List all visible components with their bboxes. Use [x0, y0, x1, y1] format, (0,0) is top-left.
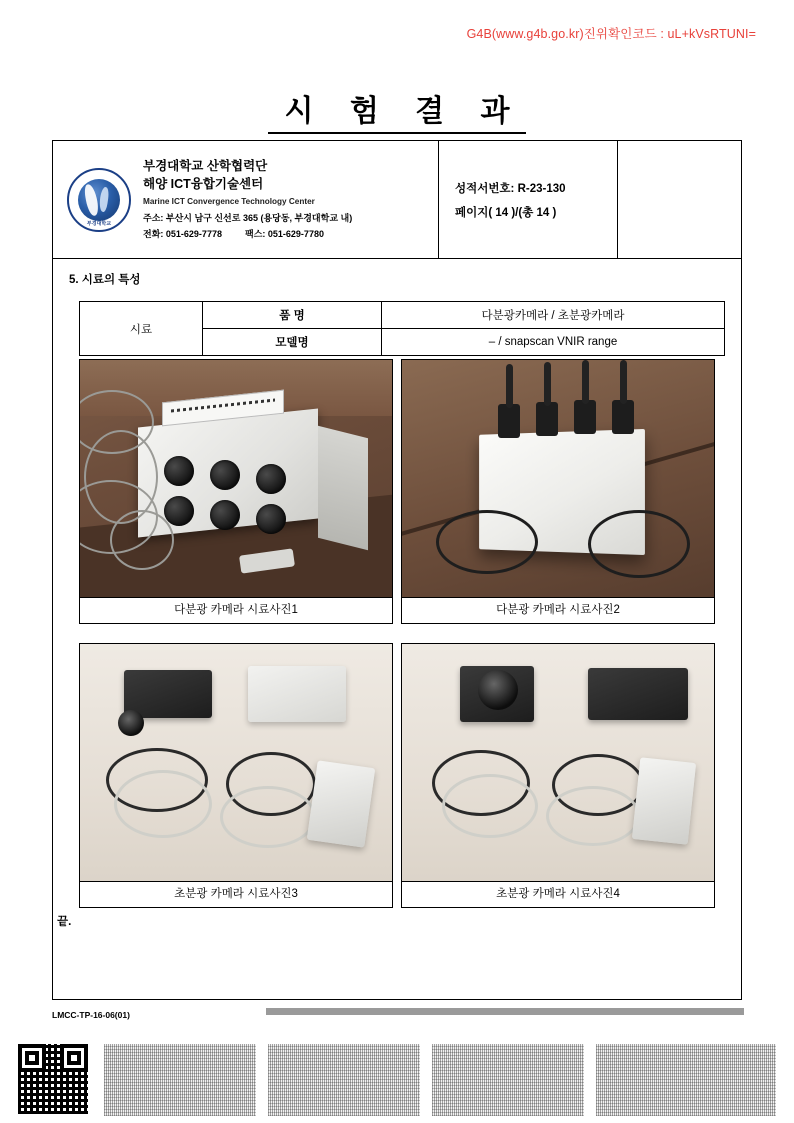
- university-logo-icon: [67, 168, 131, 232]
- security-pattern-4: [596, 1044, 776, 1116]
- identity-org-cell: [53, 141, 438, 258]
- photo-caption-1: 다분광 카메라 시료사진1: [174, 604, 298, 616]
- phone-value: 051-629-7778: [165, 229, 222, 240]
- spec-row-label: 시료: [80, 302, 203, 356]
- sample-photo-1: [80, 360, 392, 598]
- org-name-line2: 해양 ICT융합기술센터: [143, 177, 264, 192]
- verification-code-line: G4B(www.g4b.go.kr)진위확인코드 : uL+kVsRTUNI=: [466, 27, 756, 41]
- identity-stamp-cell: [618, 141, 741, 258]
- sample-photo-3: [80, 644, 392, 882]
- photo-row-2: [79, 643, 715, 908]
- security-pattern-1: [104, 1044, 256, 1116]
- identity-report-cell: [438, 141, 618, 258]
- photo-cell-3: [79, 643, 393, 908]
- spec-header-name: 품 명: [203, 302, 382, 329]
- page-title: 시 험 결 과: [284, 95, 524, 128]
- org-name-line1: 부경대학교 산학협력단: [143, 159, 268, 174]
- photo-caption-2: 다분광 카메라 시료사진2: [496, 604, 620, 616]
- form-code: LMCC-TP-16-06(01): [52, 1010, 130, 1020]
- org-address: 주소: 부산시 남구 신선로 365 (용당동, 부경대학교 내): [143, 213, 353, 224]
- title-underline: [268, 132, 526, 134]
- sample-photo-4: [402, 644, 714, 882]
- photo-cell-4: [401, 643, 715, 908]
- photo-caption-4: 초분광 카메라 시료사진4: [496, 888, 620, 900]
- org-name-english: Marine ICT Convergence Technology Center: [143, 197, 315, 207]
- section-heading: 5. 시료의 특성: [69, 274, 141, 286]
- document-frame: [52, 140, 742, 1000]
- photo-row-1: [79, 359, 715, 624]
- phone-label: 전화:: [143, 229, 164, 240]
- photo-caption-3: 초분광 카메라 시료사진3: [174, 888, 298, 900]
- end-mark: 끝.: [57, 916, 72, 928]
- spec-value-name: 다분광카메라 / 초분광카메라: [382, 302, 725, 329]
- photo-cell-2: [401, 359, 715, 624]
- footer-bar: [266, 1008, 744, 1015]
- security-pattern-3: [432, 1044, 584, 1116]
- table-row: [80, 302, 725, 329]
- qr-code-icon: [18, 1044, 88, 1114]
- logo-bottom-label: 부경대학교: [86, 220, 112, 227]
- report-number: 성적서번호: R-23-130: [455, 182, 566, 195]
- sample-photo-2: [402, 360, 714, 598]
- photo-cell-1: [79, 359, 393, 624]
- fax-label: 팩스:: [245, 229, 266, 240]
- org-contact: [143, 228, 352, 240]
- identity-table: [53, 141, 741, 259]
- spec-value-model: – / snapscan VNIR range: [382, 329, 725, 356]
- sample-spec-table: [79, 301, 725, 356]
- security-pattern-2: [268, 1044, 420, 1116]
- fax-value: 051-629-7780: [267, 229, 324, 240]
- page-info: 페이지( 14 )/(총 14 ): [455, 206, 557, 219]
- spec-header-model: 모델명: [203, 329, 382, 356]
